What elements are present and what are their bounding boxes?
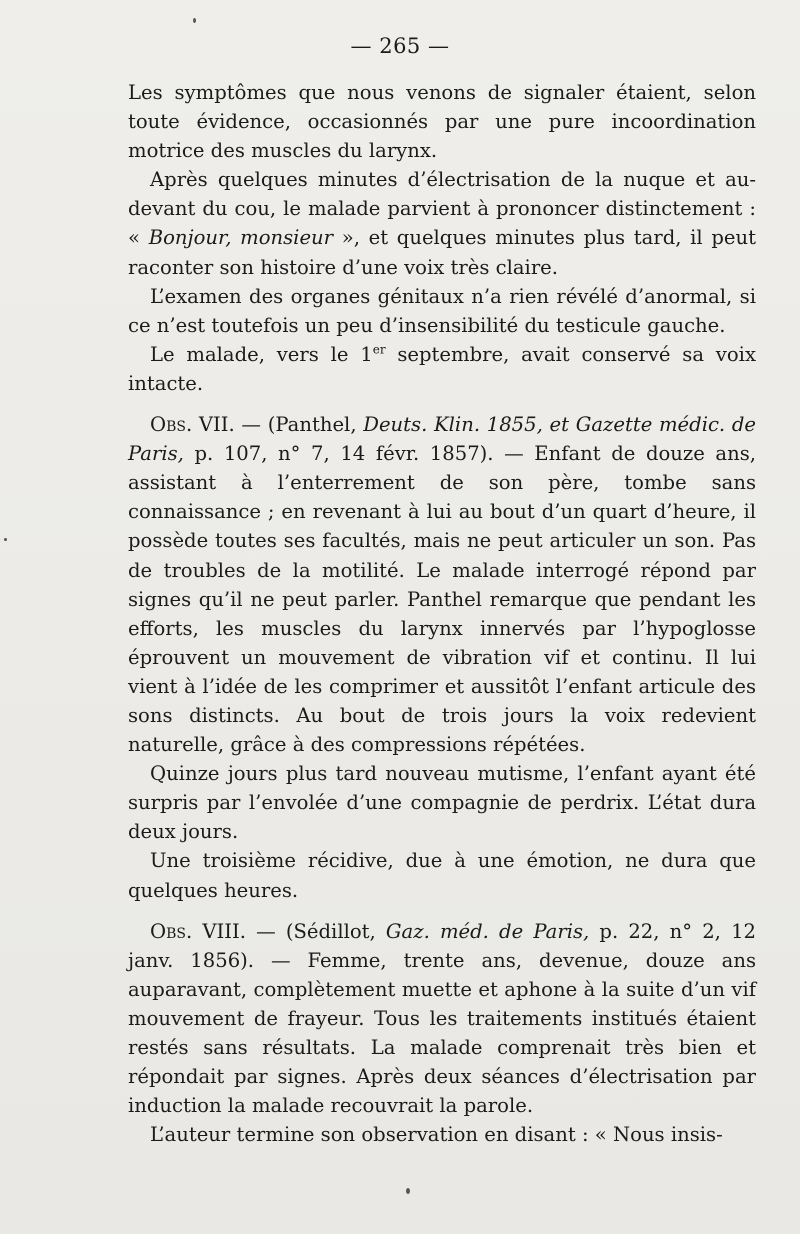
observation-viii-label: Obs. VIII. — [150, 919, 246, 943]
observation-vii-label: Obs. VII. — [150, 413, 235, 437]
ink-speck — [406, 1188, 410, 1194]
paragraph-auteur: L’auteur termine son observation en disant : « Nous insis- — [150, 1123, 723, 1147]
ink-speck — [193, 18, 196, 23]
paragraph-quinze-jours: Quinze jours plus tard nouveau mutisme, l’enfant ayant été surpris par l’envolée d’une compagnie de perdrix. L’état dura deux jours. — [128, 762, 756, 844]
section-gap — [128, 905, 756, 917]
paragraph-symptoms: Les symptômes que nous venons de signaler étaient, selon toute évidence, occasionnés par une pure incoordination motrice des muscles du larynx. — [128, 81, 756, 163]
paragraph-troisieme-recidive: Une troisième récidive, due à une émotion, ne dura que quelques heures. — [128, 849, 756, 902]
observation-viii — [128, 917, 756, 1121]
observation-viii-source: Gaz. méd. de Paris, — [385, 919, 590, 943]
observation-viii-citation-start: — (Sédillot, — [245, 919, 386, 943]
paragraph-electrisation-end: », et quelques minutes plus tard, il peut raconter son histoire d’une voix très claire. — [128, 226, 757, 279]
ordinal-superscript: er — [372, 342, 386, 357]
section-gap — [128, 398, 756, 410]
paragraph-voix-intacte-start: Le malade, vers le 1 — [150, 342, 373, 366]
observation-vii-source: Deuts. Klin. 1855, et Gazette médic. de Paris, — [128, 413, 756, 466]
quoted-greeting: Bonjour, monsieur — [148, 226, 334, 250]
ink-speck — [4, 538, 7, 541]
paragraph-electrisation — [128, 165, 756, 281]
paragraph-voix-intacte — [128, 340, 756, 398]
observation-vii-body: p. 107, n° 7, 14 févr. 1857). — Enfant de douze ans, assistant à l’enterrement de son père, tombe sans connaissance ; en revenant à lui au bout d’un quart d’heure, il possède toutes ses facultés, mais ne peut articuler un son. Pas de troubles de la motilité. Le malade interrogé répond par signes qu’il ne peut parler. Panthel remarque que pendant les efforts, les muscles du larynx innervés par l’hypoglosse éprouvent un mouvement de vibration vif et continu. Il lui vient à l’idée de les comprimer et aussitôt l’enfant articule des sons distincts. Au bout de trois jours la voix redevient naturelle, grâce à des compressions répétées. — [128, 442, 756, 757]
observation-vii-citation-start: — (Panthel, — [234, 413, 364, 437]
observation-viii-body: p. 22, n° 2, 12 janv. 1856). — Femme, trente ans, devenue, douze ans auparavant, complètement muette et aphone à la suite d’un vif mouvement de frayeur. Tous les traitements institués étaient restés sans résultats. La malade comprenait très bien et répondait par signes. Après deux séances d’électrisation par induction la malade recouvrait la parole. — [128, 919, 757, 1118]
page-number: — 265 — — [350, 34, 450, 58]
paragraph-examen: L’examen des organes génitaux n’a rien révélé d’anormal, si ce n’est toutefois un peu d’insensibilité du testicule gauche. — [128, 284, 756, 337]
paragraph-electrisation-start: Après quelques minutes d’électrisation de la nuque et au-devant du cou, le malade parvient à prononcer distinctement : « — [128, 168, 756, 250]
paragraph-voix-intacte-end: septembre, avait conservé sa voix intacte. — [128, 342, 756, 395]
observation-vii — [128, 410, 756, 759]
body-text — [128, 78, 756, 1149]
